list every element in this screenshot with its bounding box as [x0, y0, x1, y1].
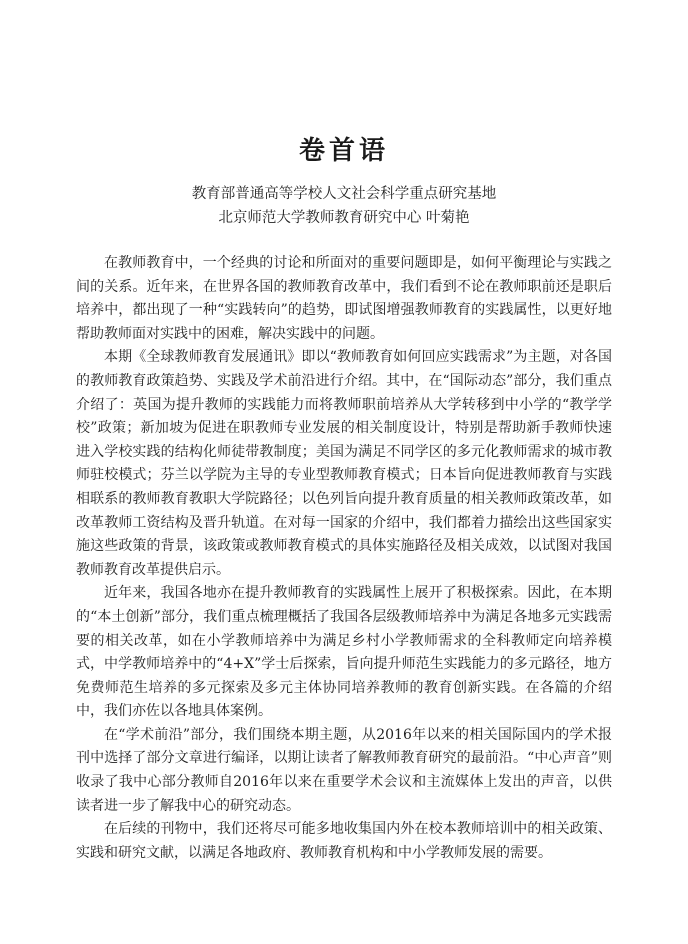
- author-name: 北京师范大学教师教育研究中心 叶菊艳: [218, 210, 470, 226]
- author-affiliation: 教育部普通高等学校人文社会科学重点研究基地: [191, 186, 497, 202]
- paragraph-5: 在后续的刊物中，我们还将尽可能多地收集国内外在校本教师培训中的相关政策、实践和研究文献，以满足各地政府、教师教育机构和中小学教师发展的需要。: [76, 821, 612, 861]
- body-text: [76, 252, 612, 865]
- paragraph-3: 近年来，我国各地亦在提升教师教育的实践属性上展开了积极探索。因此，在本期的“本土创新”部分，我们重点梳理概括了我国各层级教师培养中为满足各地多元实践需要的相关改革，如在小学教师培养中为满足乡村小学教师需求的全科教师定向培养模式，中学教师培养中的“4+X”学士后探索，旨向提升师范生实践能力的多元路径，地方免费师范生培养的多元探索及多元主体协同培养教师的教育创新实践。在各篇的介绍中，我们亦佐以各地具体案例。: [76, 585, 612, 720]
- paragraph-2: 本期《全球教师教育发展通讯》即以“教师教育如何回应实践需求”为主题，对各国的教师教育政策趋势、实践及学术前沿进行介绍。其中，在“国际动态”部分，我们重点介绍了：英国为提升教师的实践能力而将教师职前培养从大学转移到中小学的“教学学校”政策；新加坡为促进在职教师专业发展的相关制度设计，特别是帮助新手教师快速进入学校实践的结构化师徒带教制度；美国为满足不同学区的多元化教师需求的城市教师驻校模式；芬兰以学院为主导的专业型教师教育模式；日本旨向促进教师教育与实践相联系的教师教育教职大学院路径；以色列旨向提升教育质量的相关教师政策改革，如改革教师工资结构及晋升轨道。在对每一国家的介绍中，我们都着力描绘出这些国家实施这些政策的背景，该政策或教师教育模式的具体实施路径及相关成效，以试图对我国教师教育改革提供启示。: [76, 349, 612, 578]
- paragraph-1: 在教师教育中，一个经典的讨论和所面对的重要问题即是，如何平衡理论与实践之间的关系。近年来，在世界各国的教师教育改革中，我们看到不论在教师职前还是职后培养中，都出现了一种“实践转向”的趋势，即试图增强教师教育的实践属性，以更好地帮助教师面对实践中的困难，解决实践中的问题。: [76, 255, 612, 342]
- page-title: 卷首语: [298, 136, 389, 166]
- paragraph-4: 在“学术前沿”部分，我们围绕本期主题，从2016年以来的相关国际国内的学术报刊中选择了部分文章进行编译，以期让读者了解教师教育研究的最前沿。“中心声音”则收录了我中心部分教师自2016年以来在重要学术会议和主流媒体上发出的声音，以供读者进一步了解我中心的研究动态。: [76, 726, 612, 814]
